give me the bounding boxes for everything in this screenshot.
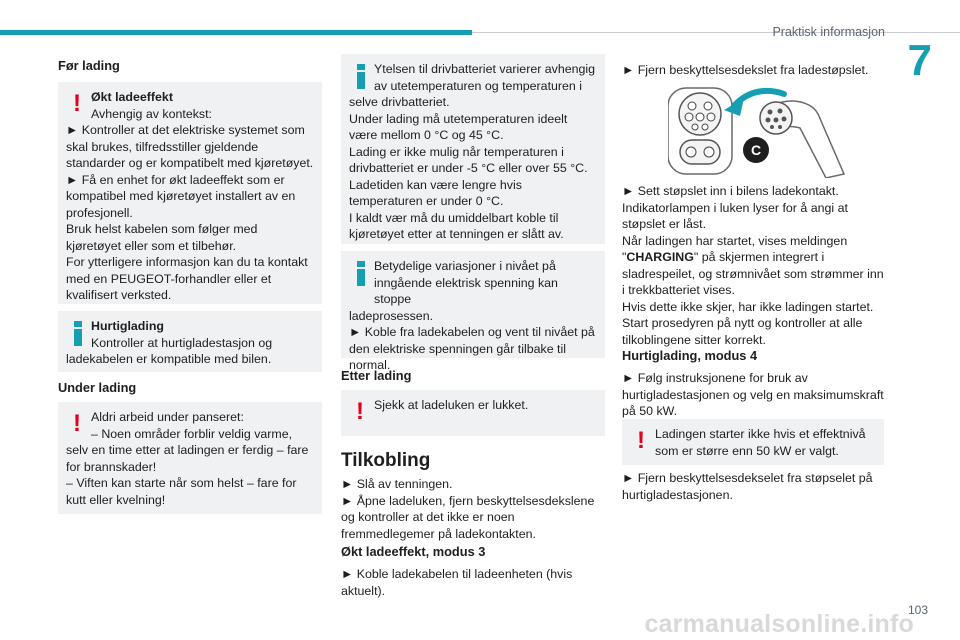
info-body: ladeprosessen. ► Koble fra ladekabelen og vent til nivået på den elektriske spenningen går tilbake til normal. <box>349 308 595 372</box>
warning-icon: ! <box>637 427 645 454</box>
charging-plug-illustration <box>668 84 848 178</box>
info-title: Hurtiglading <box>91 319 164 333</box>
info-box-battery-temperature <box>341 54 605 244</box>
step-insert-plug-text-cont: " på skjermen integrert i sladrespeilet, og strømnivået som strømmer inn i trekkbatteriet vises. Hvis dette ikke skjer, har ikke ladingen startet. Start prosedyren på nytt og kontroller at alle tilkoblingene sitter korrekt. <box>622 250 884 347</box>
warning-line: Ladingen starter ikke hvis et effektnivå <box>655 427 866 441</box>
page-number: 103 <box>907 602 928 617</box>
warning-line: Aldri arbeid under panseret: <box>91 410 244 424</box>
step-remove-cover: ► Fjern beskyttelsesdekslet fra ladestøpslet. <box>622 63 869 77</box>
chapter-title: Praktisk informasjon <box>772 25 885 39</box>
warning-body: selv en time etter at ladingen er ferdig – fare for brannskader! – Viften kan starte når som helst – fare for kutt eller kvelning! <box>66 443 309 507</box>
heading-before-charging: Før lading <box>58 58 120 73</box>
heading-during-charging: Under lading <box>58 380 137 395</box>
watermark: carmanualsonline.info <box>644 610 914 638</box>
step-insert-plug <box>622 183 884 348</box>
figure-callout-label: C <box>750 142 762 158</box>
info-box-voltage-variation <box>341 251 605 372</box>
info-line: inngående elektrisk spenning kan stoppe <box>374 275 558 306</box>
warning-body: ► Kontroller at det elektriske systemet som skal brukes, tilfredsstiller gjeldende standarder og er kompatibelt med kjøretøyet. ► Få en enhet for økt ladeeffekt som er kompatibel med kjøretøyet installert av en profesjonell. Bruk helst kabelen som følger med kjøretøyet eller som et tilbehør. For ytterligere informasjon kan du ta kontakt med en PEUGEOT-forhandler eller et kvalifisert verksted. <box>66 123 314 302</box>
warning-icon: ! <box>73 90 81 117</box>
heading-mode-4: Hurtiglading, modus 4 <box>622 348 758 363</box>
warning-icon: ! <box>73 410 81 437</box>
info-body: selve drivbatteriet. Under lading må utetemperaturen ideelt være mellom 0 °C og 45 °C. Lading er ikke mulig når temperaturen i drivbatteriet er under -5 °C eller over 55 °C. Ladetiden kan være lengre hvis temperaturen er under 0 °C. I kaldt vær må du umiddelbart koble til kjøretøyet etter at tenningen er slått av. <box>349 95 588 241</box>
info-line: Betydelige variasjoner i nivået på <box>374 259 556 273</box>
section-title-connection: Tilkobling <box>341 450 431 471</box>
warning-box-charging-flap <box>341 390 605 436</box>
info-icon <box>74 321 82 346</box>
warning-icon: ! <box>356 398 364 425</box>
header-rule <box>472 32 960 33</box>
info-box-fast-charging <box>58 311 322 372</box>
info-body: ladekabelen er kompatible med bilen. <box>66 352 272 366</box>
warning-title: Økt ladeeffekt <box>91 90 173 104</box>
heading-mode-3: Økt ladeeffekt, modus 3 <box>341 544 486 559</box>
warning-line: Sjekk at ladeluken er lukket. <box>374 398 529 412</box>
warning-box-power-limit <box>622 419 884 465</box>
step-remove-plug-cover: ► Fjern beskyttelsesdekselet fra støpselet på hurtigladestasjonen. <box>622 471 873 502</box>
header-accent-bar <box>0 30 472 35</box>
warning-box-increased-power <box>58 82 322 304</box>
connection-steps: ► Slå av tenningen. ► Åpne ladeluken, fjern beskyttelsesdekslene og kontroller at det ikke er noen fremmedlegemer på ladekontakten. <box>341 477 595 541</box>
mode-3-step: ► Koble ladekabelen til ladeenheten (hvis aktuelt). <box>341 567 573 598</box>
mode-4-step: ► Følg instruksjonene for bruk av hurtigladestasjonen og velg en maksimumskraft på 50 kW. <box>622 371 884 418</box>
info-line: Kontroller at hurtigladestasjon og <box>91 335 273 350</box>
chapter-number: 7 <box>907 36 932 85</box>
info-icon <box>357 261 365 286</box>
info-line: Ytelsen til drivbatteriet varierer avhengig <box>374 62 596 76</box>
warning-box-engine-bay <box>58 402 322 514</box>
warning-line: Avhengig av kontekst: <box>91 106 213 121</box>
warning-line: – Noen områder forblir veldig varme, <box>91 426 293 441</box>
step-insert-plug-text: ► Sett støpslet inn i bilens ladekontakt. Indikatorlampen i luken lyser for å angi at støpslet er låst. Når ladingen har startet, vises meldingen " <box>622 184 848 264</box>
warning-line: som er større enn 50 kW er valgt. <box>655 443 839 458</box>
charging-message: CHARGING <box>626 250 694 264</box>
info-line: av utetemperaturen og temperaturen i <box>374 78 583 93</box>
info-icon <box>357 64 365 89</box>
heading-after-charging: Etter lading <box>341 368 412 383</box>
